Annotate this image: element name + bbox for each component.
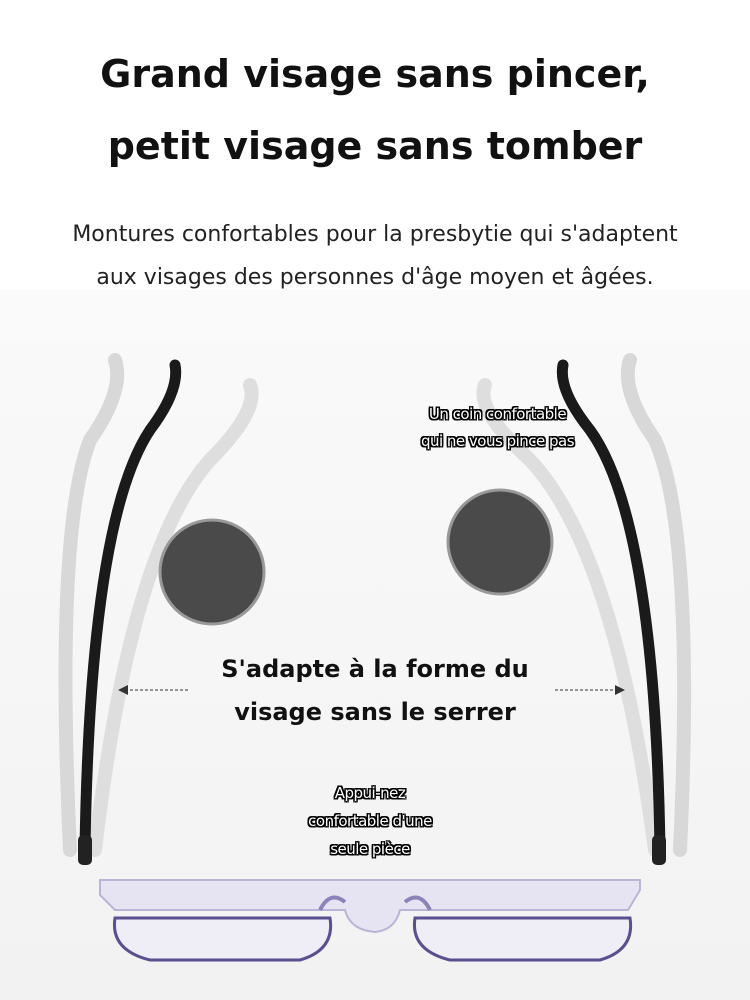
callout-fit-line-2: visage sans le serrer (234, 698, 516, 726)
callout-temple (400, 401, 595, 455)
callout-nose (280, 779, 460, 863)
hinge-right (652, 835, 666, 865)
callout-temple-line-2: qui ne vous pince pas (420, 432, 575, 450)
callout-temple-line-1: Un coin confortable (428, 405, 567, 423)
subtitle-line-1: Montures confortables pour la presbytie qui s'adaptent (72, 222, 678, 247)
headline-line-2: petit visage sans tomber (107, 124, 643, 168)
callout-fit (175, 648, 575, 734)
callout-nose-line-1: Appui-nez (334, 784, 406, 802)
pressure-point-left (160, 520, 264, 624)
subtitle-line-2: aux visages des personnes d'âge moyen et âgées. (96, 265, 654, 290)
callout-nose-line-2: confortable d'une (308, 812, 432, 830)
glasses-illustration (0, 290, 750, 1000)
pressure-point-right (448, 490, 552, 594)
callout-fit-line-1: S'adapte à la forme du (221, 655, 529, 683)
headline-line-1: Grand visage sans pincer, (100, 52, 650, 96)
callout-nose-line-3: seule pièce (330, 840, 410, 858)
hinge-left (78, 835, 92, 865)
